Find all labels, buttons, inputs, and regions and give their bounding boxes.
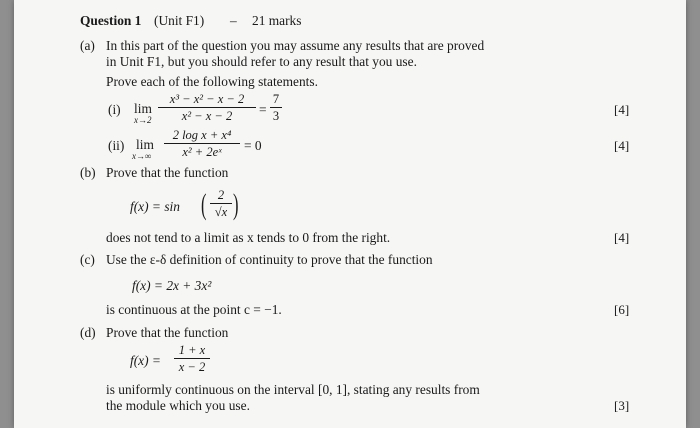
part-a-i-fraction (158, 92, 256, 123)
part-d-marks: [3] (614, 398, 630, 413)
part-a-i-result-den: 3 (272, 109, 280, 123)
part-a-prove-text: Prove each of the following statements. (106, 74, 318, 89)
fraction-bar (210, 203, 232, 204)
part-a-ii-equals: = 0 (244, 138, 262, 153)
part-a-i-result (270, 92, 282, 123)
part-c-after-text: is continuous at the point c = −1. (106, 302, 282, 317)
part-a-intro-line2: in Unit F1, but you should refer to any result that you use. (106, 54, 417, 69)
part-a-ii-fraction (164, 128, 240, 159)
part-a-ii-lim-sub: x→∞ (132, 151, 152, 161)
part-a-ii-label: (ii) (108, 138, 125, 153)
part-b-fraction (210, 188, 232, 219)
fraction-bar (270, 107, 282, 108)
part-a-i-marks: [4] (614, 102, 630, 117)
part-d-func-num: 1 + x (178, 343, 206, 357)
part-c-label: (c) (80, 252, 95, 267)
fraction-bar (158, 107, 256, 108)
part-a-ii-lim: lim (136, 137, 154, 152)
part-a-ii-denominator: x² + 2eˣ (182, 145, 222, 159)
part-a-i-result-num: 7 (272, 92, 280, 106)
part-a-label: (a) (80, 38, 95, 53)
fraction-bar (174, 358, 210, 359)
document-page (14, 0, 686, 428)
part-a-ii-marks: [4] (614, 138, 630, 153)
part-a-i-numerator: x³ − x² − x − 2 (169, 92, 245, 106)
part-a-intro-line1: In this part of the question you may assume any results that are proved (106, 38, 485, 53)
part-b-func-num: 2 (217, 188, 225, 202)
part-c-text: Use the ε-δ definition of continuity to prove that the function (106, 252, 433, 267)
question-title: Question 1 (80, 13, 142, 28)
question-unit: (Unit F1) (154, 13, 205, 28)
part-d-label: (d) (80, 325, 96, 340)
part-b-open-paren: ( (201, 188, 207, 221)
part-b-text: Prove that the function (106, 165, 229, 180)
part-a-i-label: (i) (108, 102, 121, 117)
part-d-text: Prove that the function (106, 325, 229, 340)
part-a-i-lim: lim (134, 101, 152, 116)
fraction-bar (164, 143, 240, 144)
part-a-i-lim-sub: x→2 (134, 115, 152, 125)
part-b-func-den: √x (214, 205, 228, 219)
part-c-marks: [6] (614, 302, 630, 317)
part-a-ii-numerator: 2 log x + x⁴ (172, 128, 232, 142)
part-b-function-lhs: f(x) = sin (130, 199, 180, 214)
part-d-func-den: x − 2 (178, 360, 206, 374)
part-b-after-text: does not tend to a limit as x tends to 0 from the right. (106, 230, 391, 245)
part-c-function: f(x) = 2x + 3x² (132, 278, 212, 293)
part-d-function-lhs: f(x) = (130, 353, 161, 368)
title-dash: – (230, 13, 237, 28)
part-b-close-paren: ) (233, 188, 239, 221)
part-a-i-denominator: x² − x − 2 (181, 109, 233, 123)
question-marks-total: 21 marks (252, 13, 302, 28)
part-b-label: (b) (80, 165, 96, 180)
part-d-fraction (174, 343, 210, 374)
part-a-i-equals: = (259, 102, 267, 117)
part-b-marks: [4] (614, 230, 630, 245)
part-d-after-line2: the module which you use. (106, 398, 250, 413)
part-d-after-line1: is uniformly continuous on the interval [0, 1], stating any results from (106, 382, 480, 397)
